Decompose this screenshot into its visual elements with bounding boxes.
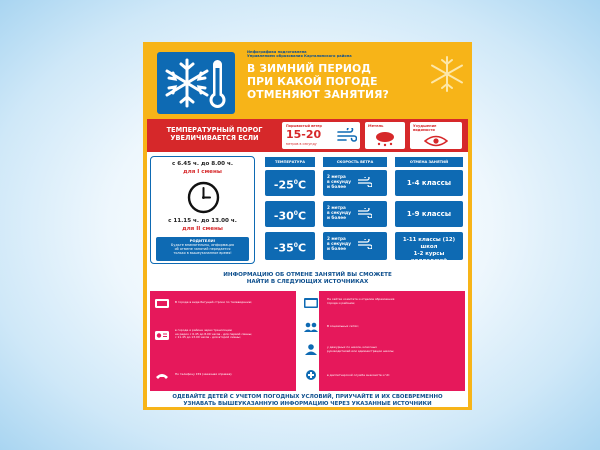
temperature-scale: C [297,241,307,255]
wind-icon [358,177,372,187]
temperature-value: -30 [273,209,294,223]
table-row-grades [395,232,463,264]
temperature-value: -25 [273,178,294,192]
source-line: с 11.45 до 13.00 часов - для второй смены; [175,335,241,340]
table-row-temperature [265,201,315,227]
wind-icon [337,128,357,142]
sources-panel-right [319,291,465,391]
clock-icon [187,181,220,214]
parents-line: Будьте внимательны, информация [171,243,234,248]
source-line: в городе и районе через трансляцию [175,328,233,332]
poster-inner [147,46,468,407]
wind-condition-line: в секунду [327,179,352,184]
degree-mark: 0 [293,242,298,249]
school-staff-icon [303,343,319,355]
degree-mark: 0 [293,179,298,186]
shift-schedule-box [150,156,255,264]
source-item-website [327,298,461,305]
threshold-label-line: ТЕМПЕРАТУРНЫЙ ПОРОГ [166,126,263,134]
column-header-temperature: ТЕМПЕРАТУРА [265,157,315,167]
wind-condition-line: 2 метра [327,236,346,241]
info-title-line: ИНФОРМАЦИЮ ОБ ОТМЕНЕ ЗАНЯТИЙ ВЫ СМОЖЕТЕ [223,272,392,278]
wind-condition-line: в секунду [327,241,352,246]
grades-value: 1-11 классы (12) школ [402,237,456,250]
temperature-scale: C [297,209,307,223]
social-network-icon [303,321,319,333]
footer-line: УЗНАВАТЬ ВЫШЕУКАЗАННУЮ ИНФОРМАЦИЮ ЧЕРЕЗ УКАЗАННЫЕ ИСТОЧНИКИ [183,400,432,407]
infographic-poster [143,42,472,410]
parents-line: только в вышеуказанное время! [173,251,232,256]
eye-icon [424,135,448,147]
table-row-wind [323,232,387,260]
wind-condition-line: 2 метра [327,174,346,179]
wind-label: Порывистый ветер [286,124,322,128]
title-line: В ЗИМНИЙ ПЕРИОД [247,62,371,75]
gusty-wind-box [282,122,360,149]
source-line: На сайтах комитета и отделов образования [327,297,395,301]
source-item: в диспетчерской службе знакомств и ЧС [327,373,390,377]
info-sources-title [187,272,428,286]
source-item: По телефону 159 (заказная справка); [175,372,233,376]
grades-value: 1-4 классы [406,179,452,187]
snowflake-icon [427,54,467,94]
shift2-time: с 11.15 ч. до 13.00 ч. [168,218,237,224]
temperature-threshold-bar [147,119,468,152]
poster-title [247,62,437,101]
radio-icon [154,329,170,341]
source-item: В городе в виде бегущей строки по телевидению; [175,300,253,304]
source-line: города и районов; [327,300,355,305]
subtitle-line: Инфографика подготовлена [247,50,307,54]
wind-condition-line: в секунду [327,210,352,215]
source-line: на радио с 6.45 до 8.00 часов - для первой смены; [175,331,253,336]
wind-condition [327,205,355,220]
wind-icon [358,208,372,218]
emergency-service-icon [303,369,319,381]
table-row-temperature [265,232,315,260]
title-line: ОТМЕНЯЮТ ЗАНЯТИЯ? [247,88,389,101]
wind-unit: метров в секунду [286,142,317,146]
blizzard-box [365,122,405,149]
snowflake-thermometer-logo [157,52,235,114]
footer-line: ОДЕВАЙТЕ ДЕТЕЙ С УЧЕТОМ ПОГОДНЫХ УСЛОВИЙ, ПРИУЧАЙТЕ И ИХ СВОЕВРЕМЕННО [172,394,443,400]
table-row-grades [395,201,463,227]
low-visibility-box [410,122,462,149]
grades-value: 1-2 курсы колледжей [410,251,448,264]
parents-title: РОДИТЕЛИ! [189,238,216,243]
wind-condition-line: и более [327,184,346,189]
grades-value: 1-9 классы [406,210,452,218]
source-item: В социальных сетях; [327,324,359,328]
threshold-label [157,126,272,142]
blizzard-label: Метель [368,124,384,128]
poster-subtitle [247,50,447,59]
info-title-line: НАЙТИ В СЛЕДУЮЩИХ ИСТОЧНИКАХ [246,279,369,285]
shift1-time: с 6.45 ч. до 8.00 ч. [172,161,233,167]
wind-condition [327,236,355,251]
parents-note [156,237,249,261]
degree-mark: 0 [293,210,298,217]
wind-condition [327,174,355,189]
title-line: ПРИ КАКОЙ ПОГОДЕ [247,75,378,88]
tv-icon [154,297,170,309]
table-row-temperature [265,170,315,196]
poster-header [147,46,468,119]
visibility-label-line: Ухудшение [413,124,437,128]
table-row-grades [395,170,463,196]
column-header-wind-speed: СКОРОСТЬ ВЕТРА [323,157,387,167]
wind-speed-value: 15-20 [286,128,322,141]
shift2-name: для II смены [182,226,223,232]
phone-icon [154,369,170,381]
source-item-radio [175,329,293,340]
table-row-wind [323,201,387,227]
wind-condition-line: и более [327,215,346,220]
wind-condition-line: 2 метра [327,205,346,210]
visibility-label [413,124,459,132]
poster-footer [157,394,458,407]
subtitle-line: Управлением образования Карталинского района [247,54,352,59]
shift1-name: для I смены [183,169,222,175]
website-icon [303,297,319,309]
blizzard-cloud-icon [374,131,396,147]
wind-condition-line: и более [327,246,346,251]
temperature-value: -35 [273,241,294,255]
source-line: у дежурных по школе, классных [327,345,377,349]
snowflake-thermometer-icon [157,52,235,114]
table-row-wind [323,170,387,196]
sources-panel-left [150,291,296,391]
temperature-scale: C [297,178,307,192]
source-line: руководителей или администрации школы; [327,348,395,353]
wind-icon [358,239,372,249]
visibility-label-line: видимости [413,128,435,133]
threshold-label-line: УВЕЛИЧИВАЕТСЯ ЕСЛИ [170,134,259,142]
parents-line: об отмене занятий передается [174,247,231,252]
column-header-cancellation: ОТМЕНА ЗАНЯТИЙ [395,157,463,167]
source-item-staff [327,346,461,353]
